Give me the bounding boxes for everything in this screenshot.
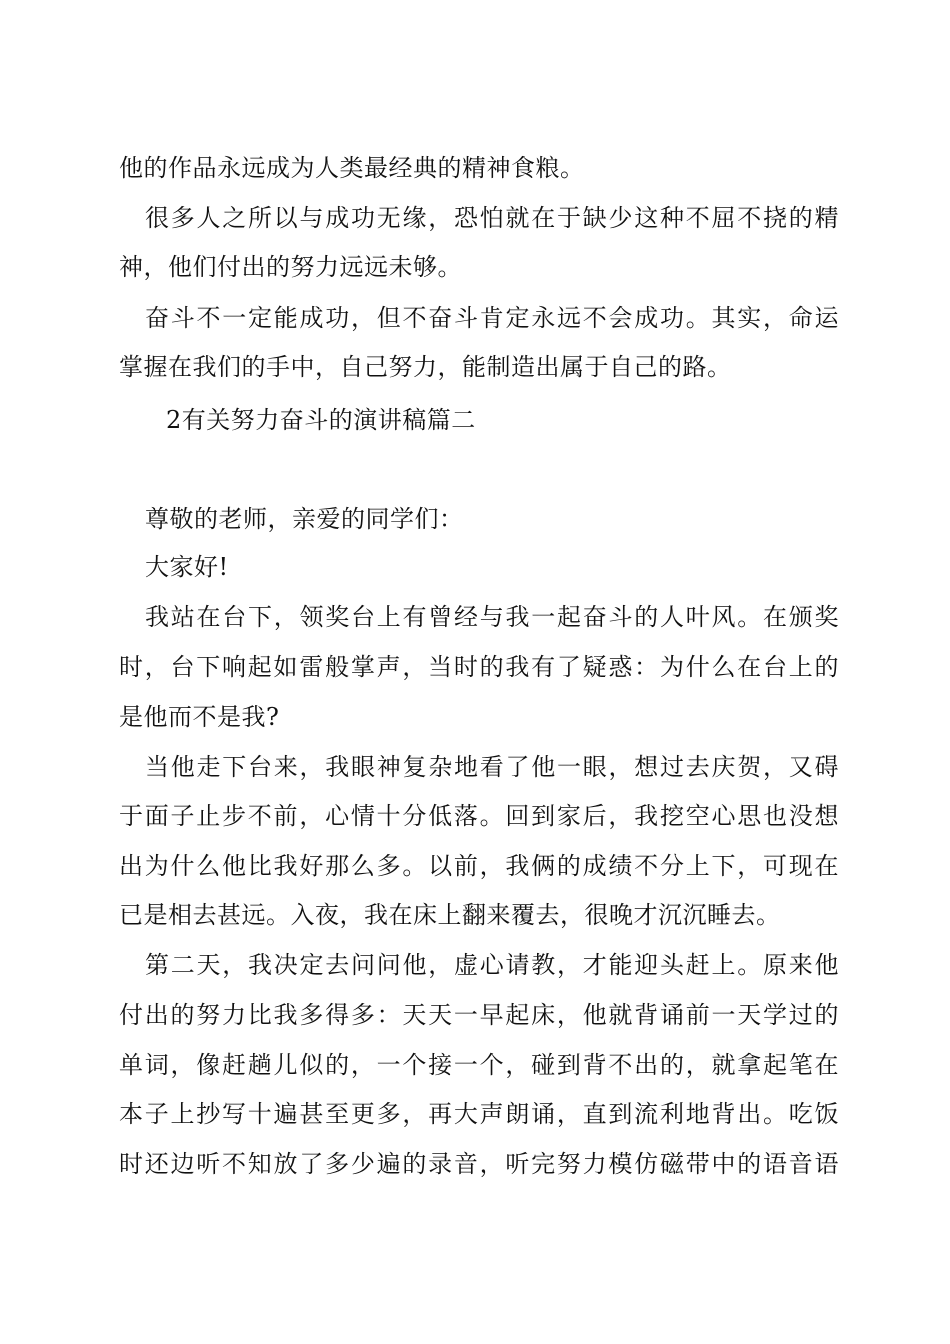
paragraph-line: 单词，像赶趟儿似的，一个接一个，碰到背不出的，就拿起笔在: [119, 1051, 839, 1079]
paragraph-line: 已是相去甚远。入夜，我在床上翻来覆去，很晚才沉沉睡去。: [119, 901, 781, 929]
paragraph-line: 他的作品永远成为人类最经典的精神食粮。: [119, 154, 585, 182]
paragraph-line: 出为什么他比我好那么多。以前，我俩的成绩不分上下，可现在: [119, 852, 839, 880]
greeting: 大家好!: [145, 553, 229, 581]
paragraph-line: 奋斗不一定能成功，但不奋斗肯定永远不会成功。其实，命运: [145, 304, 839, 332]
paragraph-line: 当他走下台来，我眼神复杂地看了他一眼，想过去庆贺，又碍: [145, 753, 839, 781]
paragraph-line: 时还边听不知放了多少遍的录音，听完努力模仿磁带中的语音语: [119, 1150, 839, 1178]
paragraph-line: 本子上抄写十遍甚至更多，再大声朗诵，直到流利地背出。吃饭: [119, 1100, 839, 1128]
paragraph-line: 很多人之所以与成功无缘，恐怕就在于缺少这种不屈不挠的精: [145, 204, 839, 232]
paragraph-line: 付出的努力比我多得多：天天一早起床，他就背诵前一天学过的: [119, 1001, 839, 1029]
paragraph-line: 是他而不是我?: [119, 703, 280, 731]
paragraph-line: 我站在台下，领奖台上有曾经与我一起奋斗的人叶风。在颁奖: [145, 603, 839, 631]
paragraph-line: 于面子止步不前，心情十分低落。回到家后，我挖空心思也没想: [119, 802, 839, 830]
paragraph-line: 第二天，我决定去问问他，虚心请教，才能迎头赶上。原来他: [145, 951, 839, 979]
paragraph-line: 掌握在我们的手中，自己努力，能制造出属于自己的路。: [119, 353, 732, 381]
section-heading: 2有关努力奋斗的演讲稿篇二: [166, 406, 476, 434]
paragraph-line: 神，他们付出的努力远远未够。: [119, 253, 462, 281]
paragraph-line: 时，台下响起如雷般掌声，当时的我有了疑惑：为什么在台上的: [119, 653, 839, 681]
salutation: 尊敬的老师，亲爱的同学们：: [145, 505, 464, 533]
